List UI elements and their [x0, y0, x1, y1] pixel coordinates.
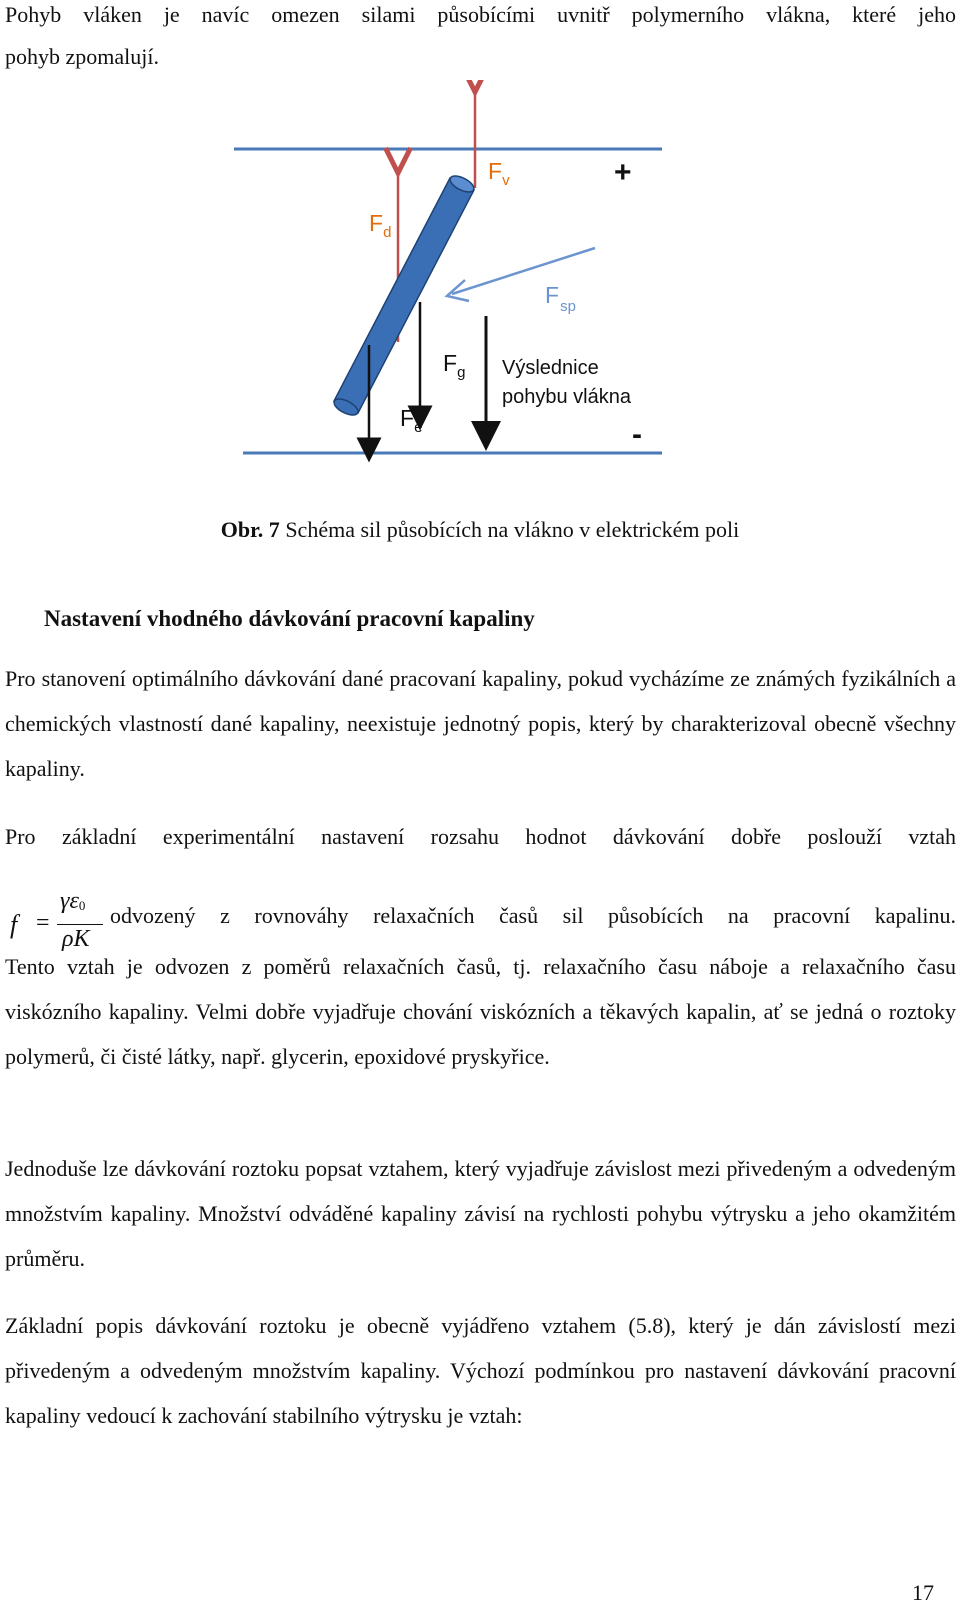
- intro-line-2: pohyb zpomalují.: [5, 44, 159, 69]
- paragraph-5: Základní popis dávkování roztoku je obecně vyjádřeno vztahem (5.8), který je dán závislostí mezi přivedeným a odvedeným množstvím kapaliny. Výchozí podmínkou pro nastavení dávkování pracovní kapaliny vedoucí k zachování stabilního výtrysku je vztah:: [5, 1313, 956, 1428]
- caption-text: Schéma sil působících na vlákno v elektrickém poli: [285, 517, 740, 542]
- paragraph-4: Jednoduše lze dávkování roztoku popsat vztahem, který vyjadřuje závislost mezi přivedeným a odvedeným množstvím kapaliny. Množství odváděné kapaliny závisí na rychlosti pohybu výtrysku a jeho okamžitém průměru.: [5, 1156, 956, 1271]
- formula-denominator: ρK: [62, 926, 90, 952]
- intro-line-1: Pohyb vláken je navíc omezen silami působícími uvnitř polymerního vlákna, které jeho: [5, 2, 956, 27]
- fv-label: $F_v$: [488, 158, 510, 189]
- minus-sign: -: [632, 418, 642, 451]
- section-heading: Nastavení vhodného dávkování pracovní kapaliny: [44, 606, 535, 631]
- formula-fraction-bar: [57, 924, 103, 925]
- fg-label: $F_g$: [443, 350, 466, 381]
- force-diagram: [0, 80, 960, 480]
- fsp-label: $F_{sp}$: [545, 282, 576, 315]
- result-label-line-2: pohybu vlákna: [502, 386, 631, 408]
- figure-caption: [0, 517, 960, 543]
- paragraph-3: Tento vztah je odvozen z poměrů relaxačních časů, tj. relaxačního času náboje a relaxačního času viskózního kapaliny. Velmi dobře vyjadřuje chování viskózních a těkavých kapalin, ať se jedná o roztoky polymerů, či čisté látky, např. glycerin, epoxidové pryskyřice.: [5, 954, 956, 1069]
- formula-numerator: $\gamma\varepsilon_0$: [60, 888, 86, 914]
- result-label-line-1: Výslednice: [502, 357, 599, 379]
- paragraph-1: Pro stanovení optimálního dávkování dané pracovaní kapaliny, pokud vycházíme ze známých fyzikálních a chemických vlastností dané kapaliny, neexistuje jednotný popis, který by charakterizoval obecně všechny kapaliny.: [5, 666, 956, 781]
- fiber-cylinder: [332, 173, 477, 418]
- formula-equals: =: [36, 910, 50, 936]
- fsp-arrow: [452, 248, 595, 294]
- formula-lhs: f: [10, 910, 18, 939]
- paragraph-2-line-1: Pro základní experimentální nastavení rozsahu hodnot dávkování dobře poslouží vztah: [5, 824, 956, 849]
- page-number: 17: [912, 1580, 934, 1605]
- plus-sign: +: [614, 156, 632, 189]
- fd-label: $F_d$: [369, 210, 392, 241]
- formula-description: odvozený z rovnováhy relaxačních časů sil působících na pracovní kapalinu.: [110, 903, 956, 928]
- fe-label: $F_e$: [400, 405, 423, 436]
- caption-label: Obr. 7: [220, 517, 280, 542]
